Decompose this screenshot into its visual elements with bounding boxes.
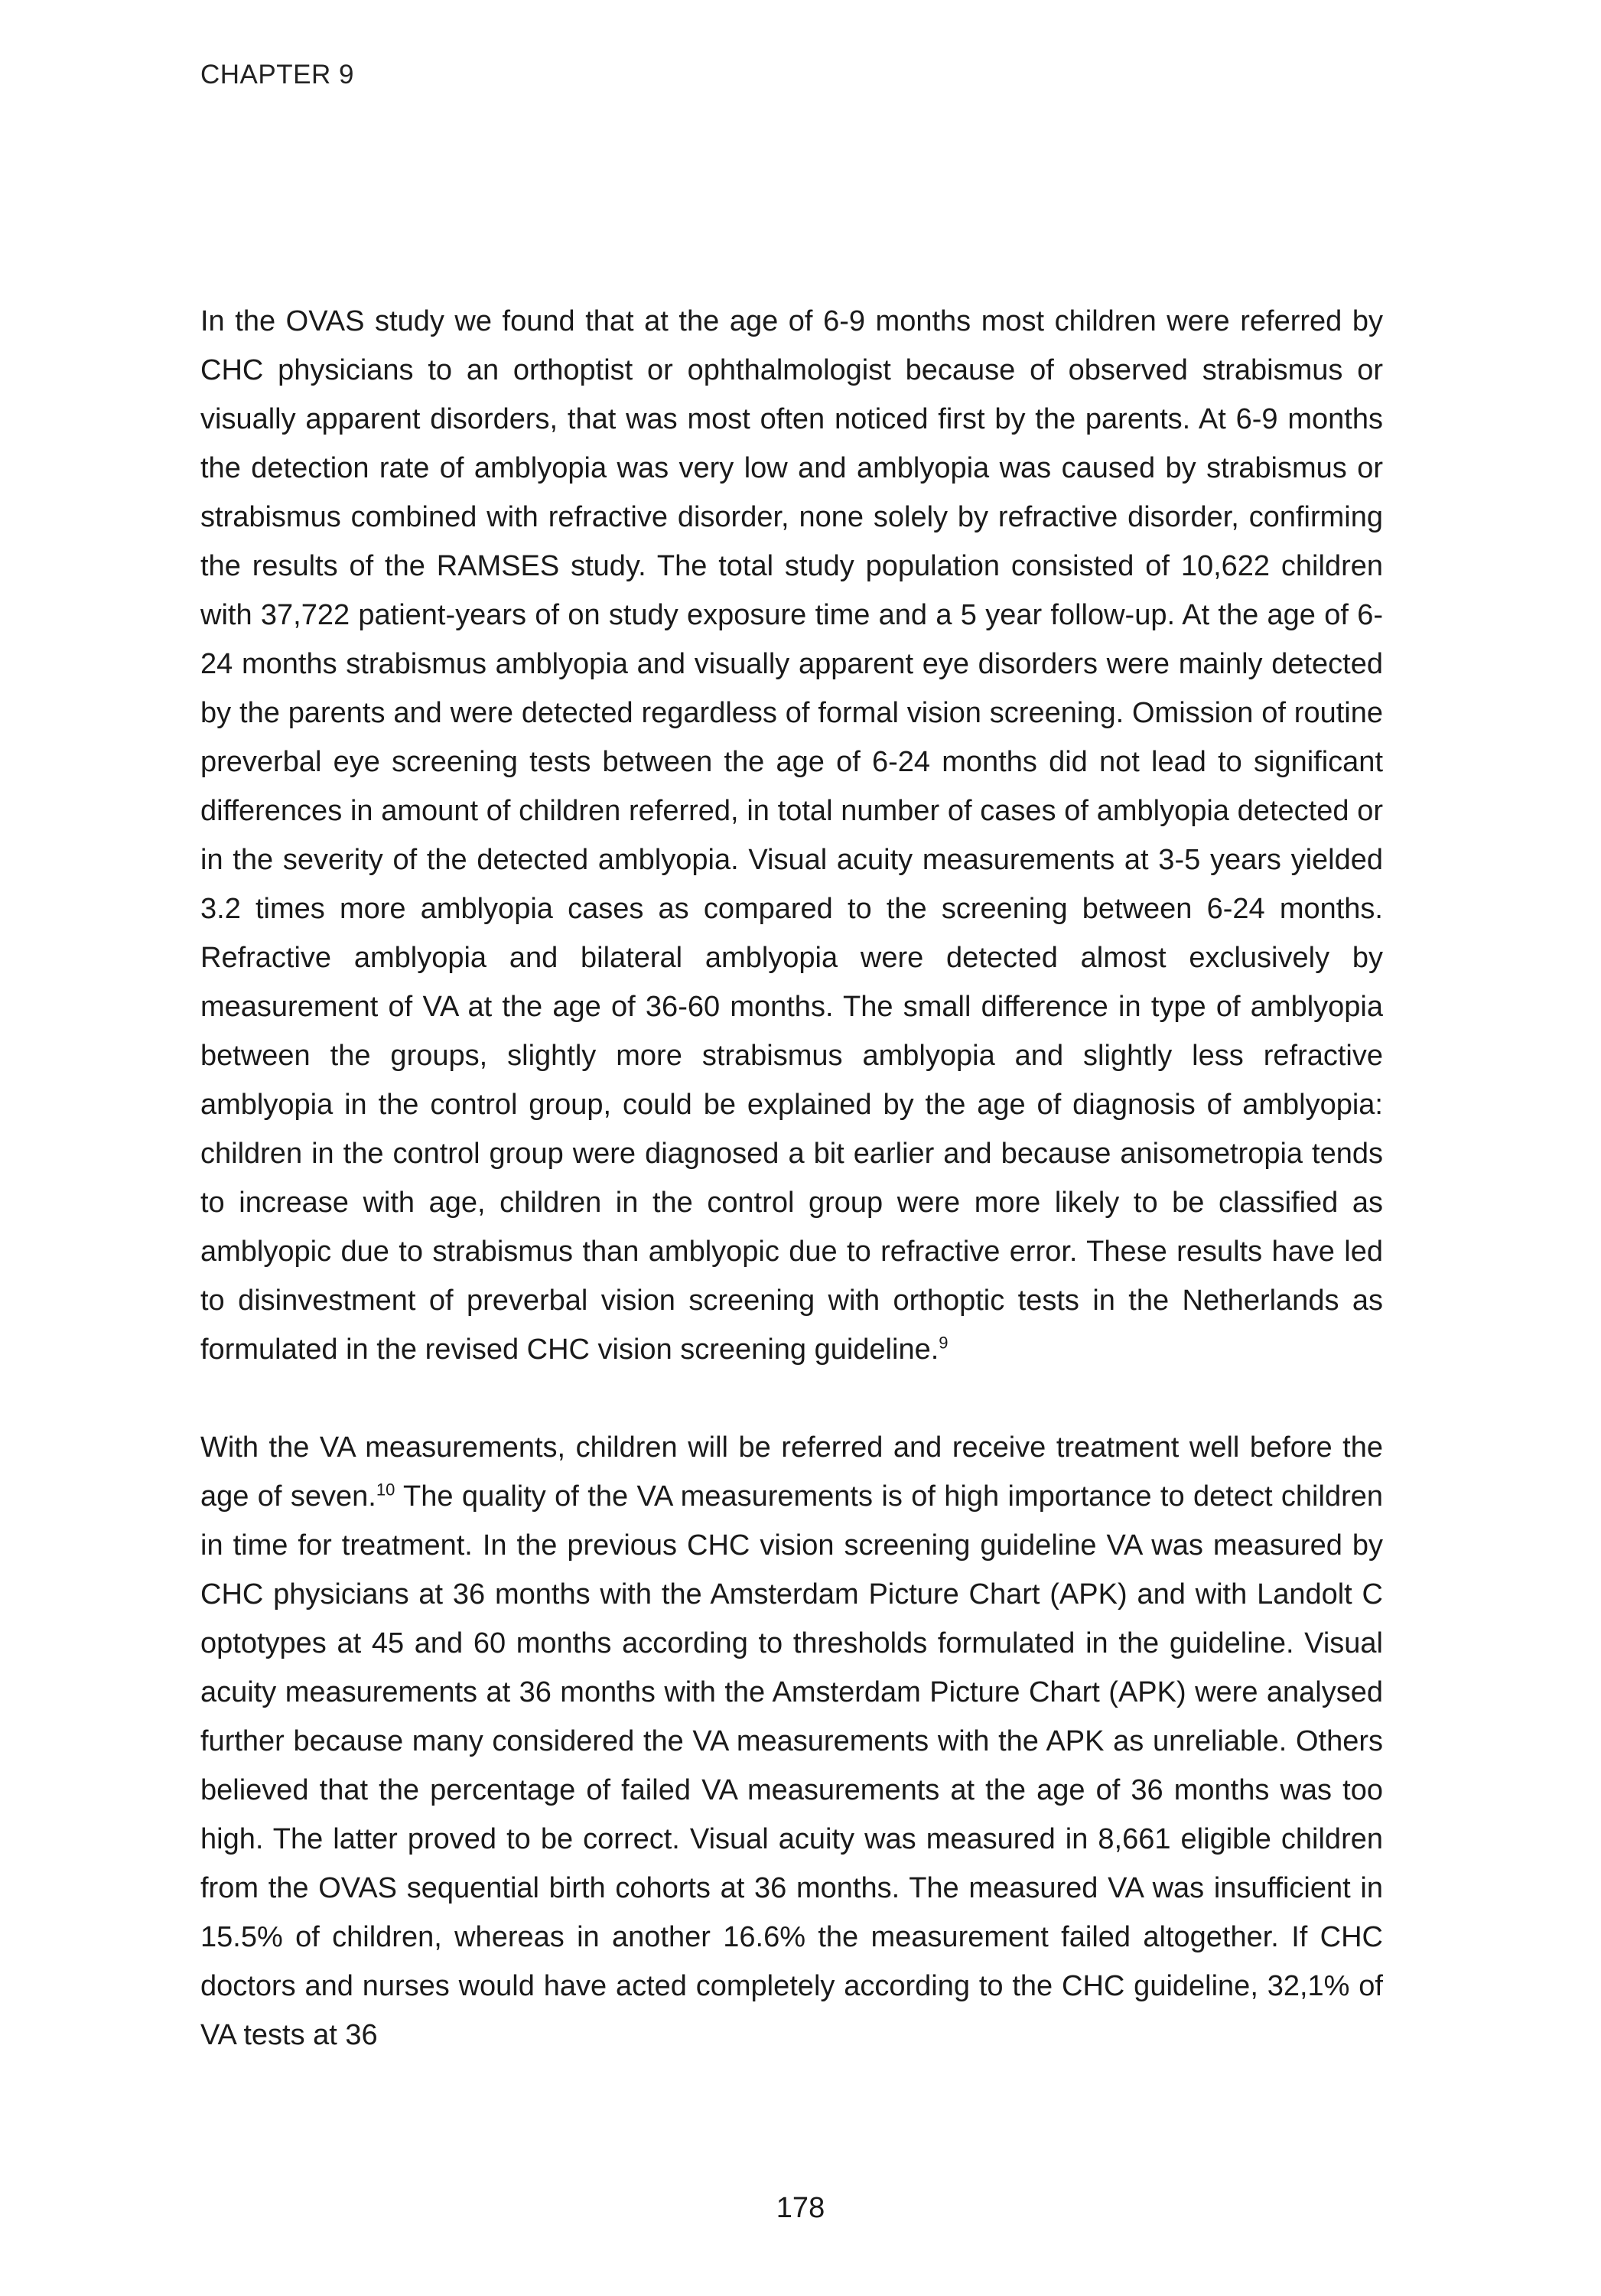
reference-marker: 9 xyxy=(939,1333,949,1353)
paragraph-text: In the OVAS study we found that at the age of 6-9 months most children were referred by CHC physicians to an orthoptist or ophthalmologist because of observed strabismus or visually apparent disorders, that was most often noticed first by the parents. At 6-9 months the detection rate of amblyopia was very low and amblyopia was caused by strabismus or strabismus combined with refractive disorder, none solely by refractive disorder, confirming the results of the RAMSES study. The total study population consisted of 10,622 children with 37,722 patient-years of on study exposure time and a 5 year follow-up. At the age of 6-24 months strabismus amblyopia and visually apparent eye disorders were mainly detected by the parents and were detected regardless of formal vision screening. Omission of routine preverbal eye screening tests between the age of 6-24 months did not lead to significant differences in amount of children referred, in total number of cases of amblyopia detected or in the severity of the detected amblyopia. Visual acuity measurements at 3-5 years yielded 3.2 times more amblyopia cases as compared to the screening between 6-24 months. Refractive amblyopia and bilateral amblyopia were detected almost exclusively by measurement of VA at the age of 36-60 months. The small difference in type of amblyopia between the groups, slightly more strabismus amblyopia and slightly less refractive amblyopia in the control group, could be explained by the age of diagnosis of amblyopia: children in the control group were diagnosed a bit earlier and because anisometropia tends to increase with age, children in the control group were more likely to be classified as amblyopic due to strabismus than amblyopic due to refractive error. These results have led to disinvestment of preverbal vision screening with orthoptic tests in the Netherlands as formulated in the revised CHC vision screening guideline. xyxy=(200,305,1383,1366)
body-text xyxy=(200,297,1383,2060)
paragraph-va-measurements xyxy=(200,1423,1383,2060)
paragraph-ovas-study xyxy=(200,297,1383,1374)
running-header: CHAPTER 9 xyxy=(200,60,354,90)
page-number: 178 xyxy=(776,2192,825,2224)
paragraph-text: The quality of the VA measurements is of high importance to detect children in time for treatment. In the previous CHC vision screening guideline VA was measured by CHC physicians at 36 months with the Amsterdam Picture Chart (APK) and with Landolt C optotypes at 45 and 60 months according to thresholds formulated in the guideline. Visual acuity measurements at 36 months with the Amsterdam Picture Chart (APK) were analysed further because many considered the VA measurements with the APK as unreliable. Others believed that the percentage of failed VA measurements at the age of 36 months was too high. The latter proved to be correct. Visual acuity was measured in 8,661 eligible children from the OVAS sequential birth cohorts at 36 months. The measured VA was insufficient in 15.5% of children, whereas in another 16.6% the measurement failed altogether. If CHC doctors and nurses would have acted completely according to the CHC guideline, 32,1% of VA tests at 36 xyxy=(200,1480,1383,2051)
reference-marker: 10 xyxy=(376,1480,395,1500)
paragraph-text: With the VA measurements, children will be referred and receive treatment well before the age of seven. xyxy=(200,1431,1383,1513)
